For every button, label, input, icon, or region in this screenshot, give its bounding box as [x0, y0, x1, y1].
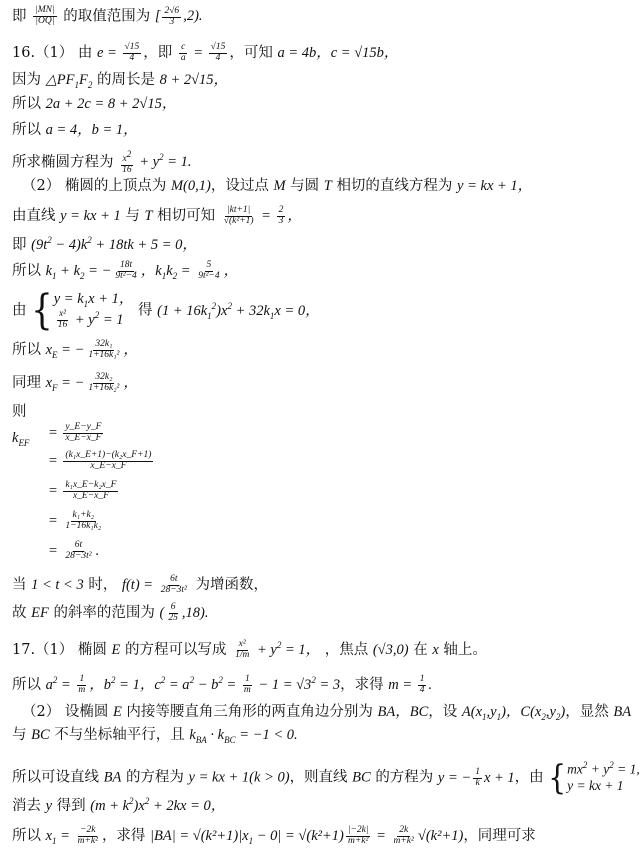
text-fragment: 为增函数，	[195, 576, 268, 593]
math-expression: $k_{BA} \cdot k_{BC} = -1 < 0$.	[189, 727, 298, 745]
math-expression: M	[273, 178, 286, 194]
text-line	[12, 728, 298, 745]
math-expression: $\frac{\text{x²}}{1/m}$ + $y^2 = 1$，	[235, 639, 321, 660]
text-line	[12, 97, 176, 112]
text-fragment: 所以	[12, 122, 41, 138]
math-expression: $(m + k^2)x^2 + 2kx = 0$，	[90, 796, 226, 814]
text-line	[12, 206, 302, 227]
math-expression: $|BA| = √(k^2+1)|x_1 - 0| = √(k^2+1)$ $\frac{|-2k|}{\text{m+k²}}$ = $\frac{2k}{\text{m+k²}}$ √(k²+1)	[150, 825, 464, 846]
text-fragment: ，焦点	[324, 641, 369, 658]
text-line	[12, 797, 225, 813]
text-fragment: 不与坐标轴平行，且	[54, 727, 185, 743]
text-fragment: 得	[138, 302, 153, 319]
math-expression: e = $\frac{√15}{4}$	[97, 42, 140, 63]
math-expression: E	[112, 704, 122, 720]
text-fragment: ，求得	[101, 827, 146, 844]
brace-symbol: {	[548, 757, 567, 797]
math-expression: a = 4b，c = √15b，	[277, 44, 399, 61]
math-expression: EF	[31, 604, 49, 621]
text-fragment: ，可知	[229, 44, 273, 61]
text-fragment: 所以	[12, 827, 41, 844]
math-expression: $\frac{c}{a}$ = $\frac{√15}{4}$	[180, 42, 226, 63]
text-fragment: 即	[12, 236, 27, 253]
math-expression: ( $\frac{6}{25}$ ,18).	[159, 602, 209, 623]
math-expression: m = $\frac{1}{4}$ .	[388, 674, 433, 695]
text-fragment: 所以	[12, 96, 41, 112]
math-expression: y = − $\frac{1}{k}$ x + 1	[437, 766, 515, 788]
math-expression: y	[45, 797, 53, 814]
text-line	[12, 405, 27, 420]
text-fragment: 16.（1） 由	[12, 44, 93, 61]
text-line	[12, 603, 208, 624]
text-line	[12, 43, 398, 64]
text-line	[12, 123, 138, 138]
text-fragment: 故	[12, 604, 27, 621]
text-fragment: 的方程可以写成	[124, 641, 227, 658]
brace-symbol: {	[31, 286, 53, 335]
text-fragment: 与	[125, 207, 140, 224]
text-fragment: 与	[12, 727, 27, 743]
math-expression: BA	[613, 704, 632, 720]
text-fragment: ，求得	[340, 676, 384, 693]
text-fragment: 轴上。	[443, 641, 487, 658]
text-fragment: ，由	[514, 769, 544, 786]
text-line	[12, 236, 197, 252]
text-fragment: （2） 设椭圆	[22, 704, 109, 720]
text-fragment: 同理	[12, 374, 41, 391]
text-fragment: 相切可知	[157, 207, 216, 224]
math-expression: $(9t^2 - 4)k^2 + 18tk + 5 = 0$，	[31, 235, 197, 253]
text-line	[22, 705, 631, 722]
math-expression: BA，BC	[377, 704, 429, 720]
text-fragment: ，即	[143, 44, 173, 61]
text-line	[12, 6, 203, 28]
text-fragment: ，设过点	[210, 178, 269, 194]
text-line	[12, 73, 228, 90]
text-fragment: 在	[413, 641, 428, 658]
math-expression: T	[323, 178, 332, 194]
text-fragment: 得到	[56, 797, 86, 814]
text-fragment: 则	[12, 404, 27, 420]
math-expression: BA	[103, 769, 122, 786]
text-line	[12, 261, 238, 282]
math-expression: (√3,0)	[372, 641, 409, 658]
text-line	[12, 373, 138, 394]
text-fragment: （2） 椭圆的上顶点为	[22, 178, 167, 194]
math-expression: 1 < t < 3	[31, 576, 84, 593]
text-fragment: ，则直线	[289, 769, 348, 786]
math-expression: $a^2$ = $\frac{1}{m}$ ，$b^2 = 1$，$c^2 = a^2 - b^2$ = $\frac{1}{m}$ − $1 = √3^2 = 3$	[45, 674, 341, 695]
math-expression: $(1 + 16k_1^2)x^2 + 32k_1x = 0$，	[157, 300, 320, 321]
math-expression: a = 4，b = 1，	[45, 122, 138, 138]
text-fragment: ，同理可求	[463, 827, 536, 844]
text-fragment: 所以	[12, 341, 41, 358]
text-fragment: 的方程为	[125, 769, 184, 786]
math-expression: $\triangle PF_1F_2$	[45, 72, 93, 90]
equation-system: $y = k_1x + 1$， $\frac{\text{x²}}{16}$ + $y^2 = 1$	[53, 291, 134, 331]
text-line	[12, 575, 268, 596]
text-fragment: 消去	[12, 797, 41, 814]
text-line	[12, 826, 536, 847]
text-line	[12, 340, 138, 361]
math-expression: $k_{EF}$	[12, 430, 30, 448]
math-expression: $x_1$ = $\frac{-2k}{\text{m+k²}}$	[45, 825, 98, 846]
text-fragment: 所以	[12, 676, 41, 693]
text-fragment: 因为	[12, 72, 41, 88]
text-fragment: 当	[12, 576, 27, 593]
text-line	[12, 640, 487, 661]
math-expression: y = kx + 1	[60, 207, 121, 224]
math-expression: y = kx + 1，	[457, 178, 533, 194]
math-expression: $\frac{x^2}{16}$ + $y^2 = 1$.	[122, 149, 192, 176]
math-expression: $k_1 + k_2$ = − $\frac{18t}{\text{9t²−4}}$ ，$k_1k_2$ = $\frac{5}{\text{9t²−4}}$ ，	[45, 260, 239, 281]
math-expression: 8 + 2√15，	[159, 72, 229, 88]
text-fragment: 所以可设直线	[12, 769, 99, 786]
text-line	[12, 757, 640, 797]
math-expression: $x_F$ = − $\frac{\text{32k₂}}{\text{1+16k₂²}}$ ，	[45, 372, 138, 393]
text-fragment: 由直线	[12, 207, 56, 224]
text-fragment: ，设	[428, 704, 458, 720]
text-fragment: 的周长是	[96, 72, 155, 88]
text-fragment: ，显然	[565, 704, 609, 720]
math-expression: BC	[352, 769, 371, 786]
text-fragment: 的方程为	[375, 769, 434, 786]
math-expression: y = kx + 1(k > 0)	[188, 769, 290, 786]
math-expression: 2a + 2c = 8 + 2√15，	[45, 96, 177, 112]
math-expression: BC	[31, 727, 50, 743]
text-line	[12, 286, 320, 335]
math-fraction: $\frac{|MN|}{|OQ|}$	[35, 5, 55, 26]
math-expression: $A(x_1,y_1)$，$C(x_2,y_2)$	[461, 704, 566, 722]
math-expression: x	[432, 641, 439, 658]
math-expression: E	[111, 641, 121, 658]
text-fragment: 即	[12, 8, 27, 25]
math-expression: [ $\frac{2√6}{3}$ ,2).	[154, 5, 203, 27]
text-fragment: 17.（1） 椭圆	[12, 641, 107, 658]
text-line	[12, 675, 432, 696]
math-expression: $x_E$ = − $\frac{\text{32k₁}}{\text{1+16k₁²}}$ ，	[45, 339, 138, 360]
math-expression: $\frac{|kt+1|}{\text{√(k²+1)}}$ = $\frac{2}{3}$ ，	[223, 205, 302, 226]
text-fragment: 与圆	[290, 178, 320, 194]
text-fragment: 所以	[12, 262, 41, 279]
math-expression: T	[144, 207, 153, 224]
math-expression: f(t) = $\frac{6t}{\text{28−3t²}}$	[121, 574, 187, 595]
text-fragment: 内接等腰直角三角形的两直角边分别为	[126, 704, 373, 720]
text-fragment: 的取值范围为	[63, 8, 151, 25]
text-fragment: 时，	[88, 576, 118, 593]
text-line	[12, 150, 192, 176]
math-expression: M(0,1)	[170, 178, 211, 194]
text-fragment: 由	[12, 302, 27, 319]
text-fragment: 相切的直线方程为	[336, 178, 453, 194]
derivation-block: = $\frac{y\_E-y\_F}{x\_E-x\_F}$ = $\frac{\text{(k₁x\_E+1)−(k₂x\_F+1)}}{x\_E-x\_F}$ = $\frac{\text{k₁x\_E−k₂x\_F}}{x\_E-x\_F}$ = $\frac{\text{k₁+k₂}}{\text{1−16k₁k₂}}$ = $\frac{6t}{\text{28−3t²}}$ .	[48, 422, 152, 561]
text-fragment: 所求椭圆方程为	[12, 154, 114, 171]
text-line	[22, 179, 532, 194]
text-fragment: 的斜率的范围为	[53, 604, 155, 621]
equation-system: $mx^2 + y^2 = 1$, y = kx + 1	[567, 760, 640, 794]
